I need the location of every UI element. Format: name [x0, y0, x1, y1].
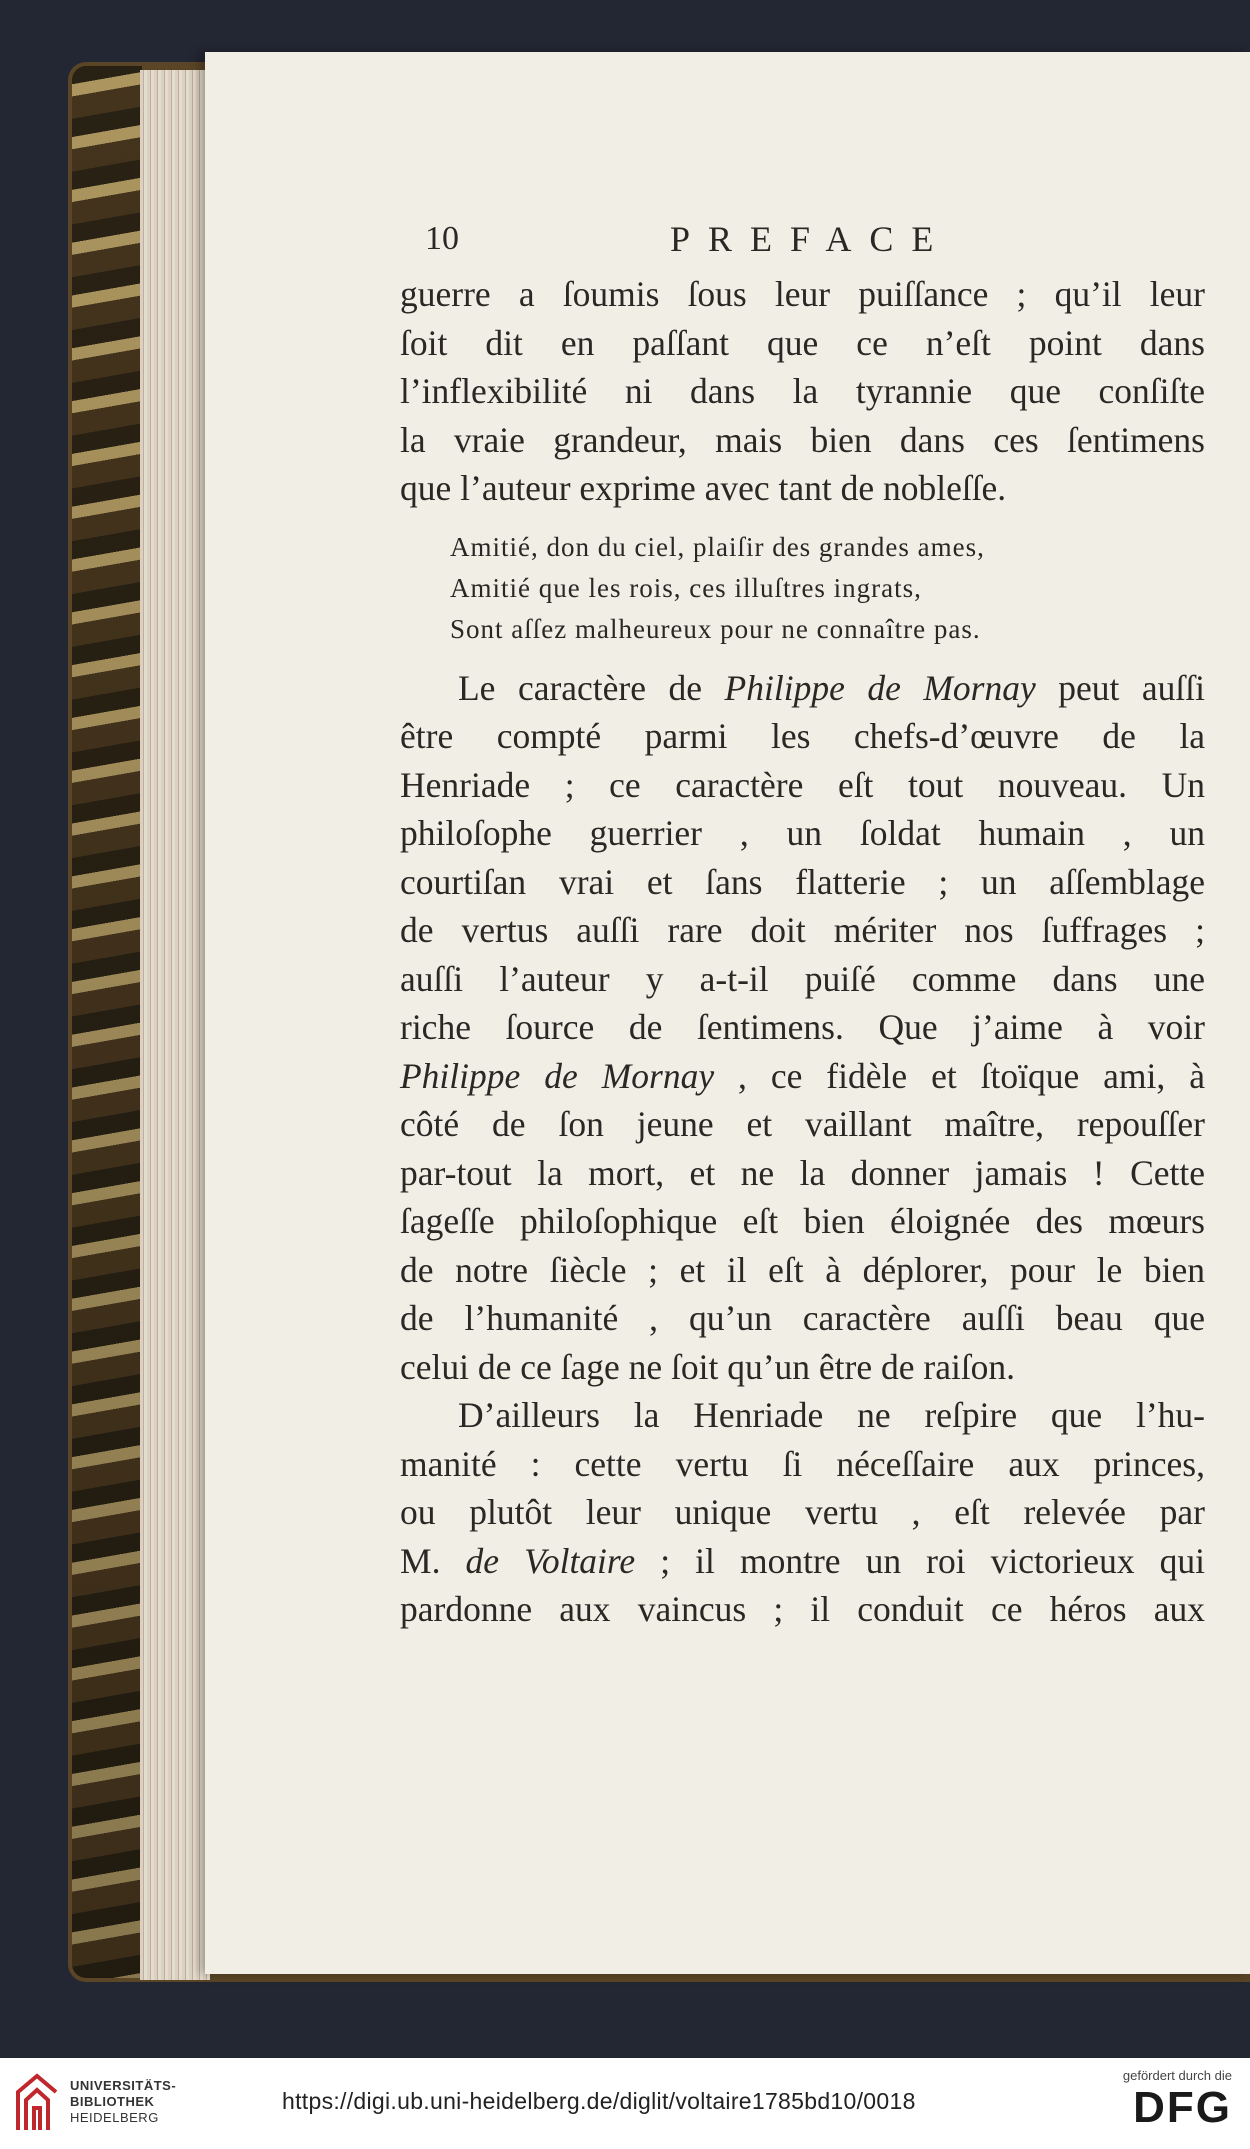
text-line: [400, 664, 1205, 713]
running-head: PREFACE: [670, 219, 952, 259]
viewer-footer: [0, 2058, 1250, 2149]
page-header: [400, 210, 1205, 270]
text-run: M.: [400, 1540, 466, 1581]
page-text: [400, 210, 1205, 1634]
text-run: peut auſſi: [1035, 667, 1206, 708]
text-line: de l’humanité , qu’un caractère auſſi beau que: [400, 1298, 1205, 1338]
paragraph-2: [400, 664, 1205, 1392]
text-line: de vertus auſſi rare doit mériter nos ſuffrages ;: [400, 910, 1205, 950]
italic-name: Philippe de Mornay: [400, 1055, 715, 1096]
text-line: ou plutôt leur unique vertu , eſt relevée par: [400, 1492, 1205, 1532]
verse-line: Sont aſſez malheureux pour ne connaître pas.: [450, 613, 981, 644]
italic-name: de Voltaire: [465, 1540, 636, 1581]
logo-line: HEIDELBERG: [70, 2110, 159, 2125]
text-line: [400, 1052, 1205, 1101]
text-run: , ce fidèle et ſtoïque ami, à: [714, 1055, 1205, 1096]
page-number: 10: [425, 220, 459, 257]
text-line: auſſi l’auteur y a-t-il puiſé comme dans une: [400, 958, 1205, 999]
marbled-cover: [72, 66, 142, 1978]
text-line: être compté parmi les chefs-d’œuvre de la: [400, 716, 1205, 756]
text-line: riche ſource de ſentimens. Que j’aime à voir: [400, 1007, 1205, 1047]
text-line: de notre ſiècle ; et il eſt à déplorer, pour le bien: [400, 1249, 1205, 1290]
text-line: par-tout la mort, et ne la donner jamais ! Cette: [400, 1152, 1205, 1193]
verse-line: Amitié, don du ciel, plaiſir des grandes ames,: [450, 531, 985, 562]
text-line: pardonne aux vaincus ; il conduit ce héros aux: [400, 1589, 1205, 1629]
text-line: D’ailleurs la Henriade ne reſpire que l’hu-: [458, 1395, 1205, 1435]
funding-credit[interactable]: [1082, 2068, 1232, 2131]
permalink-url[interactable]: https://digi.ub.uni-heidelberg.de/diglit/voltaire1785bd10/0018: [282, 2088, 916, 2114]
text-line: que l’auteur exprime avec tant de nobleſſe.: [400, 468, 1007, 508]
text-line: guerre a ſoumis ſous leur puiſſance ; qu’il leur: [400, 274, 1205, 314]
text-run: ; il montre un roi victorieux qui: [635, 1540, 1205, 1581]
university-library-logo-icon[interactable]: [14, 2072, 60, 2134]
text-line: courtiſan vrai et ſans flatterie ; un aſſemblage: [400, 861, 1205, 902]
logo-line: UNIVERSITÄTS-: [70, 2078, 177, 2093]
verse-line: Amitié que les rois, ces illuſtres ingrats,: [450, 572, 922, 603]
logo-line: BIBLIOTHEK: [70, 2094, 155, 2109]
italic-name: Philippe de Mornay: [724, 667, 1036, 708]
dfg-logo: DFG: [1133, 2083, 1232, 2132]
text-line: celui de ce ſage ne ſoit qu’un être de raiſon.: [400, 1346, 1016, 1387]
text-line: manité : cette vertu ſi néceſſaire aux princes,: [400, 1443, 1205, 1484]
text-line: l’inflexibilité ni dans la tyrannie que conſiſte: [400, 371, 1205, 411]
text-run: Le caractère de: [458, 667, 725, 708]
university-library-name[interactable]: [70, 2078, 176, 2126]
text-line: côté de ſon jeune et vaillant maître, repouſſer: [400, 1104, 1205, 1144]
text-line: la vraie grandeur, mais bien dans ces ſentimens: [400, 419, 1205, 460]
text-line: Henriade ; ce caractère eſt tout nouveau. Un: [400, 764, 1205, 805]
paragraph-1: [400, 270, 1205, 513]
funding-label: gefördert durch die: [1122, 2068, 1232, 2083]
text-line: ſoit dit en paſſant que ce n’eſt point dans: [400, 322, 1205, 363]
page-edges: [140, 70, 210, 1980]
verse-quote: [450, 527, 1205, 650]
text-line: philoſophe guerrier , un ſoldat humain , un: [400, 813, 1205, 853]
text-line: [400, 1537, 1205, 1586]
text-line: ſageſſe philoſophique eſt bien éloignée des mœurs: [400, 1201, 1205, 1241]
paragraph-3: [400, 1391, 1205, 1634]
